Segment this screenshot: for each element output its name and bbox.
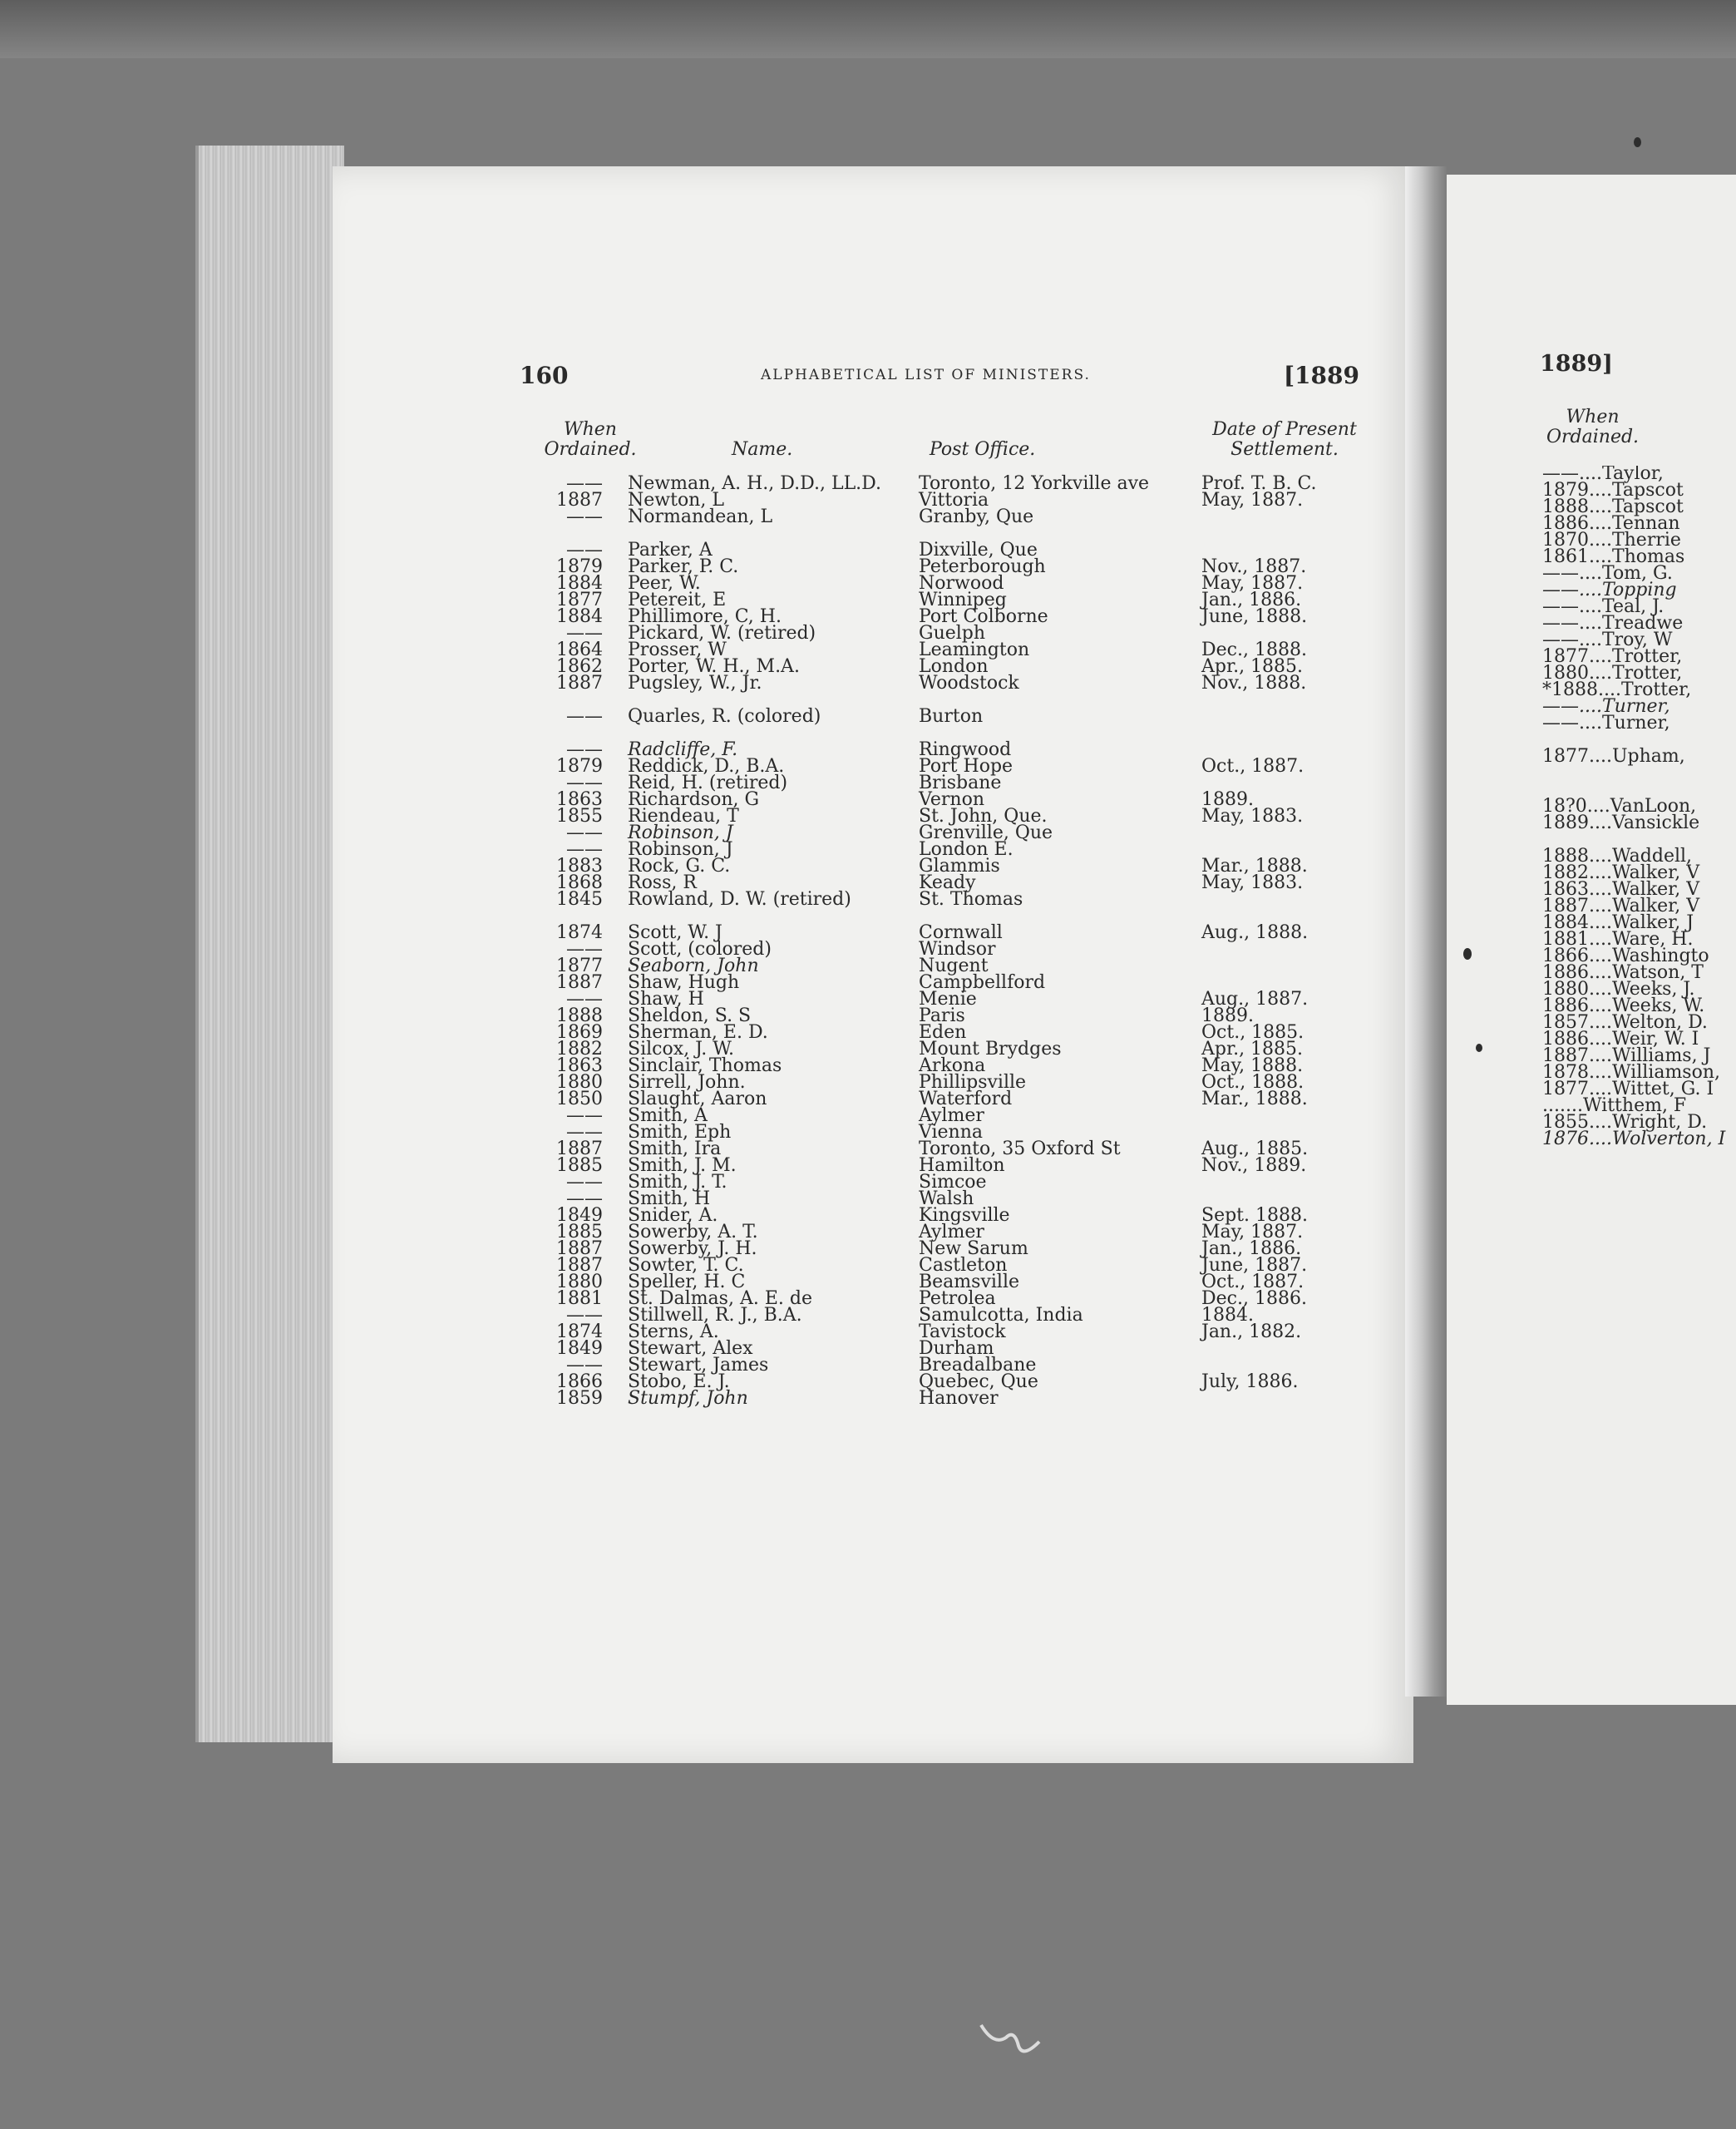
minister-entry-partial: 1886....Weeks, W. xyxy=(1542,995,1705,1016)
post-office: Beamsville xyxy=(919,1272,1020,1292)
settlement-date: July, 1886. xyxy=(1201,1371,1299,1392)
ordained-year: 1845 xyxy=(556,889,603,910)
right-column-header-when-ordained: When Ordained. xyxy=(1546,407,1640,447)
minister-name: Quarles, R. (colored) xyxy=(628,706,821,727)
minister-entry-partial: ——....Teal, J. xyxy=(1542,596,1664,617)
settlement-date: May, 1887. xyxy=(1201,1222,1304,1242)
ink-smudge xyxy=(1463,948,1472,960)
ordained-year: 1863 xyxy=(556,1055,603,1076)
minister-name: Newton, L xyxy=(628,490,724,511)
ordained-year: 1880 xyxy=(556,1272,603,1292)
post-office: St. John, Que. xyxy=(919,806,1048,827)
minister-name: Ross, R xyxy=(628,872,697,893)
minister-entry-partial: ——....Taylor, xyxy=(1542,466,1664,484)
minister-name: Shaw, H xyxy=(628,989,704,1010)
ordained-year: —— xyxy=(566,1305,603,1326)
ordained-year: —— xyxy=(566,1355,603,1376)
ordained-year: 1884 xyxy=(556,606,603,627)
post-office: Granby, Que xyxy=(919,506,1034,527)
minister-name: Stewart, Alex xyxy=(628,1338,753,1359)
ink-smudge xyxy=(1476,1044,1482,1052)
minister-entry-partial: ——....Turner, xyxy=(1542,713,1670,734)
post-office: Brisbane xyxy=(919,773,1002,793)
ordained-year: 1874 xyxy=(556,922,603,943)
settlement-date: Jan., 1886. xyxy=(1201,1238,1302,1259)
minister-name: Seaborn, John xyxy=(628,956,759,976)
post-office: Vittoria xyxy=(919,490,989,511)
ordained-year: 1855 xyxy=(556,806,603,827)
ordained-year: 1885 xyxy=(556,1155,603,1176)
settlement-date: Oct., 1888. xyxy=(1201,1072,1304,1093)
ordained-year: 1887 xyxy=(556,673,603,694)
post-office: Durham xyxy=(919,1338,994,1359)
ministers-list xyxy=(545,473,1376,1409)
settlement-date: June, 1888. xyxy=(1201,606,1308,627)
minister-name: Sowerby, A. T. xyxy=(628,1222,758,1242)
ordained-year: —— xyxy=(566,1188,603,1209)
minister-entry-partial: 1881....Ware, H. xyxy=(1542,929,1694,950)
post-office: Vienna xyxy=(919,1122,984,1143)
ordained-year: 1887 xyxy=(556,972,603,993)
minister-entry-partial: 1884....Walker, J xyxy=(1542,912,1694,933)
post-office: Ringwood xyxy=(919,739,1012,760)
ordained-year: 1881 xyxy=(556,1288,603,1309)
settlement-date: June, 1887. xyxy=(1201,1255,1308,1276)
ordained-year: 1879 xyxy=(556,756,603,777)
ordained-year: 1887 xyxy=(556,1139,603,1159)
book-spine-shadow xyxy=(1405,166,1447,1697)
settlement-date: Mar., 1888. xyxy=(1201,1089,1308,1109)
ordained-year: 1868 xyxy=(556,872,603,893)
minister-name: Prosser, W xyxy=(628,640,727,660)
settlement-date: Aug., 1885. xyxy=(1201,1139,1309,1159)
minister-entry-partial: 1857....Welton, D. xyxy=(1542,1012,1708,1033)
settlement-date: 1884. xyxy=(1201,1305,1254,1326)
minister-entry xyxy=(545,706,1376,727)
ordained-year: —— xyxy=(566,1172,603,1193)
minister-entry-partial: 1882....Walker, V xyxy=(1542,862,1700,883)
minister-name: Speller, H. C xyxy=(628,1272,746,1292)
post-office: New Sarum xyxy=(919,1238,1028,1259)
minister-entry-partial: 1887....Walker, V xyxy=(1542,896,1700,916)
post-office: Castleton xyxy=(919,1255,1008,1276)
minister-entry-partial: 1880....Trotter, xyxy=(1542,663,1683,684)
post-office: Port Hope xyxy=(919,756,1013,777)
post-office: Eden xyxy=(919,1022,967,1043)
minister-entry-partial: ——....Troy, W xyxy=(1542,630,1673,650)
minister-entry-partial: ——....Treadwe xyxy=(1542,613,1684,634)
post-office: Kingsville xyxy=(919,1205,1010,1226)
settlement-date: Aug., 1887. xyxy=(1201,989,1309,1010)
minister-name: Radcliffe, F. xyxy=(628,739,738,760)
post-office: Tavistock xyxy=(919,1321,1006,1342)
minister-name: Sowerby, J. H. xyxy=(628,1238,757,1259)
ordained-year: 1859 xyxy=(556,1388,603,1409)
post-office: Winnipeg xyxy=(919,590,1007,610)
ordained-year: 1862 xyxy=(556,656,603,677)
settlement-date: May, 1883. xyxy=(1201,806,1304,827)
post-office: Campbellford xyxy=(919,972,1046,993)
settlement-date: May, 1883. xyxy=(1201,872,1304,893)
minister-name: Riendeau, T xyxy=(628,806,739,827)
post-office: Toronto, 35 Oxford St xyxy=(919,1139,1121,1159)
minister-name: Rowland, D. W. (retired) xyxy=(628,889,851,910)
post-office: Leamington xyxy=(919,640,1030,660)
post-office: Hamilton xyxy=(919,1155,1005,1176)
post-office: London E. xyxy=(919,839,1013,860)
post-office: Burton xyxy=(919,706,984,727)
post-office: Port Colborne xyxy=(919,606,1048,627)
minister-name: Smith, H xyxy=(628,1188,711,1209)
minister-name: Stumpf, John xyxy=(628,1388,748,1409)
minister-name: Scott, W. J xyxy=(628,922,723,943)
minister-name: Reid, H. (retired) xyxy=(628,773,788,793)
post-office: Hanover xyxy=(919,1388,999,1409)
minister-entry-partial: 1880....Weeks, J. xyxy=(1542,979,1695,1000)
post-office: Quebec, Que xyxy=(919,1371,1038,1392)
minister-entry-partial: 1886....Watson, T xyxy=(1542,962,1704,983)
minister-name: Sowter, T. C. xyxy=(628,1255,744,1276)
column-header-name: Name. xyxy=(732,439,793,460)
post-office: Grenville, Que xyxy=(919,822,1053,843)
post-office: Arkona xyxy=(919,1055,986,1076)
minister-entry xyxy=(545,889,1376,910)
minister-entry-partial: 1876....Wolverton, I xyxy=(1542,1129,1726,1148)
minister-name: Smith, J. T. xyxy=(628,1172,727,1193)
settlement-date: Oct., 1887. xyxy=(1201,1272,1304,1292)
post-office: Samulcotta, India xyxy=(919,1305,1083,1326)
ordained-year: —— xyxy=(566,739,603,760)
minister-name: Sterns, A. xyxy=(628,1321,719,1342)
minister-name: Shaw, Hugh xyxy=(628,972,740,993)
ordained-year: 1869 xyxy=(556,1022,603,1043)
book-page-edges xyxy=(195,146,344,1742)
ordained-year: 1864 xyxy=(556,640,603,660)
post-office: Simcoe xyxy=(919,1172,987,1193)
section-gap xyxy=(1542,765,1736,782)
ordained-year: —— xyxy=(566,989,603,1010)
settlement-date: 1889. xyxy=(1201,1005,1254,1026)
post-office: London xyxy=(919,656,989,677)
minister-entry-partial: 1887....Williams, J xyxy=(1542,1045,1711,1066)
settlement-date: Oct., 1885. xyxy=(1201,1022,1304,1043)
minister-name: Phillimore, C, H. xyxy=(628,606,782,627)
ordained-year: 1866 xyxy=(556,1371,603,1392)
minister-entry-partial: 1877....Upham, xyxy=(1542,746,1685,767)
minister-name: Sirrell, John. xyxy=(628,1072,746,1093)
minister-entry-partial: 1888....Tapscot xyxy=(1542,496,1684,517)
minister-name: Petereit, E xyxy=(628,590,727,610)
minister-name: Robinson, J xyxy=(628,839,733,860)
settlement-date: Sept. 1888. xyxy=(1201,1205,1308,1226)
minister-entry-partial: 1877....Trotter, xyxy=(1542,646,1683,667)
minister-entry-partial: .......Witthem, F xyxy=(1542,1095,1687,1116)
post-office: Vernon xyxy=(919,789,984,810)
ordained-year: —— xyxy=(566,1105,603,1126)
post-office: Norwood xyxy=(919,573,1004,594)
settlement-date: Nov., 1887. xyxy=(1201,556,1307,577)
minister-name: Parker, P. C. xyxy=(628,556,739,577)
minister-name: Peer, W. xyxy=(628,573,701,594)
minister-name: St. Dalmas, A. E. de xyxy=(628,1288,812,1309)
scribble-mark xyxy=(977,2021,1043,2062)
ordained-year: 1863 xyxy=(556,789,603,810)
post-office: Cornwall xyxy=(919,922,1003,943)
ordained-year: —— xyxy=(566,623,603,644)
ordained-year: —— xyxy=(566,939,603,960)
post-office: Petrolea xyxy=(919,1288,996,1309)
settlement-date: Prof. T. B. C. xyxy=(1201,473,1317,494)
minister-entry-partial: 1879....Tapscot xyxy=(1542,480,1684,501)
minister-entry-partial: 1878....Williamson, xyxy=(1542,1062,1721,1083)
post-office: Phillipsville xyxy=(919,1072,1027,1093)
minister-entry-partial: 1861....Thomas xyxy=(1542,546,1685,567)
year-mark: [1889 xyxy=(1283,362,1359,389)
settlement-date: Dec., 1886. xyxy=(1201,1288,1307,1309)
minister-name: Smith, Eph xyxy=(628,1122,732,1143)
minister-name: Pickard, W. (retired) xyxy=(628,623,816,644)
minister-entry-partial: 1889....Vansickle xyxy=(1542,813,1700,833)
ordained-year: 1877 xyxy=(556,590,603,610)
ordained-year: 1849 xyxy=(556,1338,603,1359)
post-office: Keady xyxy=(919,872,976,893)
minister-entry-partial: 18?0....VanLoon, xyxy=(1542,796,1697,817)
minister-entry-partial: 1886....Tennan xyxy=(1542,513,1680,534)
ordained-year: —— xyxy=(566,822,603,843)
minister-entry xyxy=(545,506,1376,527)
minister-name: Scott, (colored) xyxy=(628,939,772,960)
settlement-date: Nov., 1888. xyxy=(1201,673,1307,694)
minister-name: Stobo, E. J. xyxy=(628,1371,730,1392)
ordained-year: —— xyxy=(566,839,603,860)
ordained-year: 1884 xyxy=(556,573,603,594)
minister-name: Slaught, Aaron xyxy=(628,1089,767,1109)
ordained-year: 1887 xyxy=(556,490,603,511)
column-header-when-ordained: When Ordained. xyxy=(544,419,637,460)
post-office: St. Thomas xyxy=(919,889,1023,910)
ordained-year: 1887 xyxy=(556,1255,603,1276)
minister-name: Newman, A. H., D.D., LL.D. xyxy=(628,473,882,494)
minister-entry-partial: 1863....Walker, V xyxy=(1542,879,1700,900)
ordained-year: 1880 xyxy=(556,1072,603,1093)
post-office: Menie xyxy=(919,989,977,1010)
minister-name: Rock, G. C. xyxy=(628,856,731,877)
post-office: Aylmer xyxy=(919,1105,984,1126)
minister-entry-partial: 1866....Washingto xyxy=(1542,946,1709,966)
settlement-date: May, 1888. xyxy=(1201,1055,1304,1076)
ordained-year: 1879 xyxy=(556,556,603,577)
settlement-date: Jan., 1882. xyxy=(1201,1321,1302,1342)
post-office: Dixville, Que xyxy=(919,540,1038,561)
post-office: Waterford xyxy=(919,1089,1013,1109)
post-office: Peterborough xyxy=(919,556,1046,577)
post-office: Glammis xyxy=(919,856,1000,877)
minister-name: Robinson, J xyxy=(628,822,733,843)
minister-name: Silcox, J. W. xyxy=(628,1039,734,1060)
ink-smudge xyxy=(1634,137,1641,147)
settlement-date: Nov., 1889. xyxy=(1201,1155,1307,1176)
post-office: Walsh xyxy=(919,1188,974,1209)
right-ministers-list xyxy=(1542,466,1736,1148)
page-number: 160 xyxy=(520,362,569,389)
minister-name: Sinclair, Thomas xyxy=(628,1055,782,1076)
settlement-date: Jan., 1886. xyxy=(1201,590,1302,610)
post-office: Paris xyxy=(919,1005,965,1026)
minister-entry-partial: 1886....Weir, W. I xyxy=(1542,1029,1699,1050)
minister-name: Smith, A xyxy=(628,1105,708,1126)
settlement-date: 1889. xyxy=(1201,789,1254,810)
minister-entry-partial: 1877....Wittet, G. I xyxy=(1542,1079,1714,1099)
minister-entry xyxy=(545,675,1376,692)
ordained-year: 1883 xyxy=(556,856,603,877)
ordained-year: 1849 xyxy=(556,1205,603,1226)
minister-entry-partial: *1888....Trotter, xyxy=(1542,679,1692,700)
post-office: Nugent xyxy=(919,956,989,976)
ordained-year: —— xyxy=(566,473,603,494)
ordained-year: 1877 xyxy=(556,956,603,976)
minister-entry-partial: ——....Turner, xyxy=(1542,696,1670,717)
post-office: Breadalbane xyxy=(919,1355,1037,1376)
scanner-bed-top xyxy=(0,0,1736,58)
settlement-date: Apr., 1885. xyxy=(1201,656,1304,677)
column-header-date-of-settlement: Date of Present Settlement. xyxy=(1212,419,1357,460)
right-page-year-mark: 1889] xyxy=(1540,351,1613,377)
ordained-year: 1887 xyxy=(556,1238,603,1259)
ordained-year: 1885 xyxy=(556,1222,603,1242)
minister-name: Normandean, L xyxy=(628,506,773,527)
settlement-date: Aug., 1888. xyxy=(1201,922,1309,943)
minister-name: Porter, W. H., M.A. xyxy=(628,656,800,677)
minister-name: Reddick, D., B.A. xyxy=(628,756,785,777)
column-header-post-office: Post Office. xyxy=(930,439,1036,460)
minister-name: Sherman, E. D. xyxy=(628,1022,768,1043)
ordained-year: —— xyxy=(566,506,603,527)
post-office: Windsor xyxy=(919,939,996,960)
ordained-year: 1882 xyxy=(556,1039,603,1060)
settlement-date: Mar., 1888. xyxy=(1201,856,1308,877)
ordained-year: —— xyxy=(566,540,603,561)
settlement-date: May, 1887. xyxy=(1201,573,1304,594)
settlement-date: May, 1887. xyxy=(1201,490,1304,511)
post-office: Woodstock xyxy=(919,673,1019,694)
settlement-date: Dec., 1888. xyxy=(1201,640,1307,660)
minister-name: Pugsley, W., Jr. xyxy=(628,673,762,694)
minister-name: Richardson, G xyxy=(628,789,760,810)
settlement-date: Oct., 1887. xyxy=(1201,756,1304,777)
post-office: Mount Brydges xyxy=(919,1039,1062,1060)
ordained-year: 1888 xyxy=(556,1005,603,1026)
minister-name: Smith, Ira xyxy=(628,1139,722,1159)
minister-name: Smith, J. M. xyxy=(628,1155,737,1176)
minister-name: Sheldon, S. S xyxy=(628,1005,752,1026)
post-office: Aylmer xyxy=(919,1222,984,1242)
minister-name: Parker, A xyxy=(628,540,713,561)
page-header xyxy=(520,362,1359,395)
ordained-year: —— xyxy=(566,1122,603,1143)
minister-name: Snider, A. xyxy=(628,1205,718,1226)
minister-entry-partial: 1855....Wright, D. xyxy=(1542,1112,1708,1133)
ordained-year: 1850 xyxy=(556,1089,603,1109)
minister-entry-partial: ——....Tom, G. xyxy=(1542,563,1673,584)
minister-name: Stewart, James xyxy=(628,1355,769,1376)
settlement-date: Apr., 1885. xyxy=(1201,1039,1304,1060)
ordained-year: 1874 xyxy=(556,1321,603,1342)
post-office: Toronto, 12 Yorkville ave xyxy=(919,473,1150,494)
ordained-year: —— xyxy=(566,706,603,727)
ordained-year: —— xyxy=(566,773,603,793)
minister-entry xyxy=(545,1388,1376,1409)
minister-entry-partial: 1888....Waddell, xyxy=(1542,846,1693,867)
running-title: ALPHABETICAL LIST OF MINISTERS. xyxy=(761,367,1091,383)
minister-entry-partial: 1870....Therrie xyxy=(1542,530,1681,551)
minister-entry-partial: ——....Topping xyxy=(1542,580,1677,600)
post-office: Guelph xyxy=(919,623,986,644)
minister-name: Stillwell, R. J., B.A. xyxy=(628,1305,802,1326)
